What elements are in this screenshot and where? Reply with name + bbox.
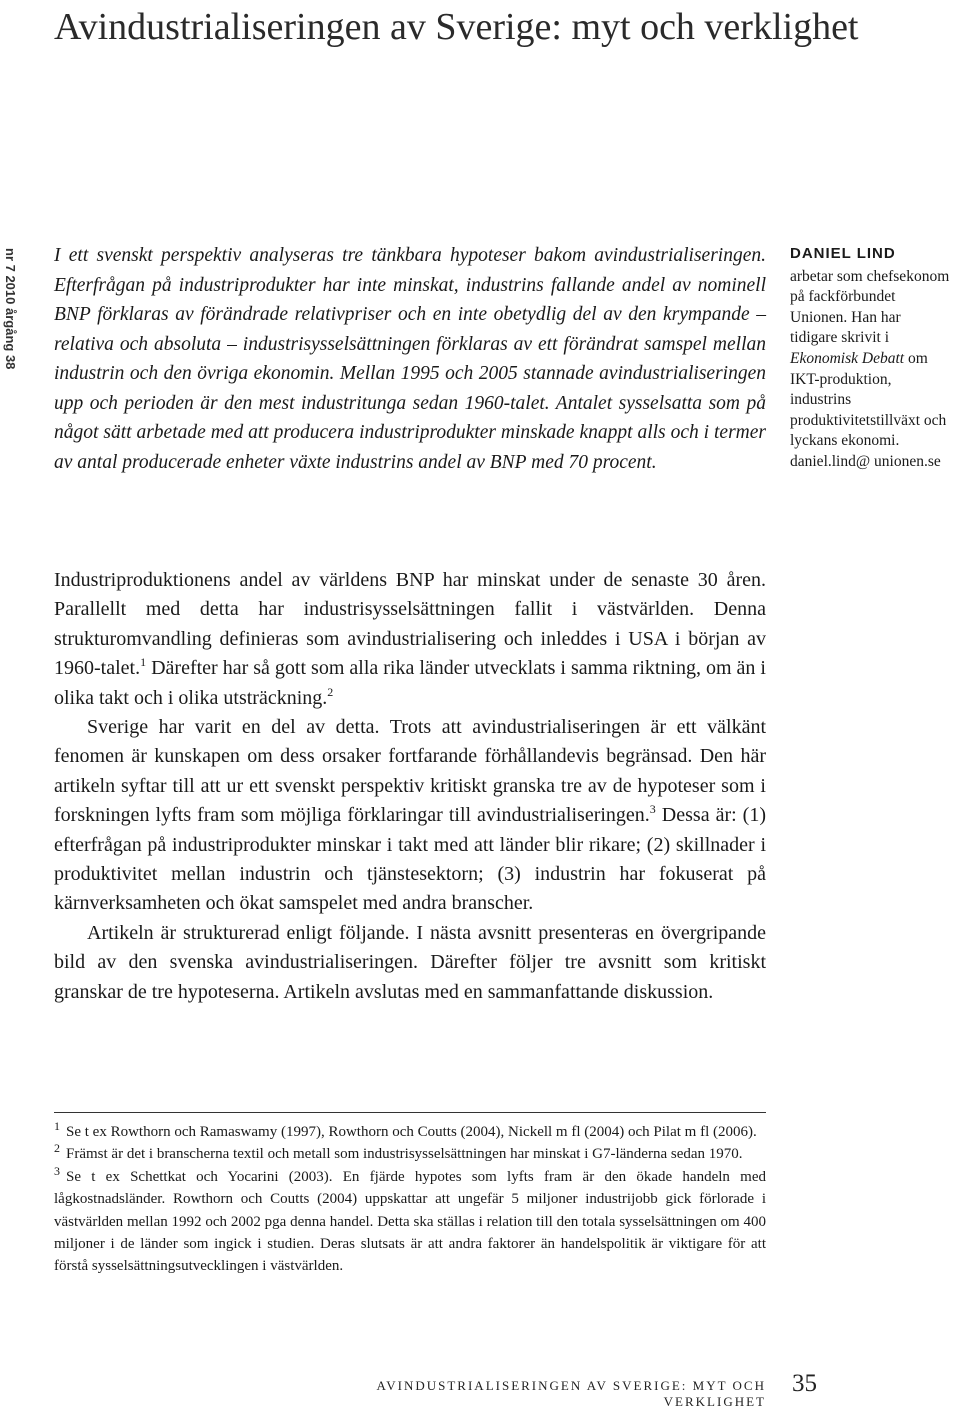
article-title: Avindustrialiseringen av Sverige: myt och verklighet — [54, 6, 859, 48]
page-number: 35 — [792, 1370, 817, 1397]
body-text: Därefter har så gott som alla rika länder utvecklats i samma riktning, om än i olika takt och i olika utsträckning. — [54, 657, 766, 709]
author-bio-part2: om IKT-produktion, industrins produktivitetstillväxt och lyckans ekonomi. — [790, 349, 947, 450]
footnotes — [54, 1121, 766, 1278]
body-paragraph: Artikeln är strukturerad enligt följande. I nästa avsnitt presenteras en övergripande bild av den svenska avindustrialiseringen. Därefter följer tre avsnitt som kritiskt granskar de tre hypoteserna. Artikeln avslutas med en sammanfattande diskussion. — [54, 921, 766, 1003]
footnote — [54, 1143, 766, 1165]
footnote-number: 3 — [54, 1163, 60, 1178]
footnote-number: 1 — [54, 1119, 60, 1133]
author-magazine: Ekonomisk Debatt — [790, 349, 905, 367]
running-head: AVINDUSTRIALISERINGEN AV SVERIGE: MYT OCH VERKLIGHET — [376, 1378, 766, 1409]
footnote-text: Främst är det i branscherna textil och metall som industrisysselsättningen har minskat i G7-länderna sedan 1970. — [66, 1146, 743, 1163]
body-text: Sverige har varit en del av detta. Trots att avindustrialiseringen är ett välkänt fenomen är kunskapen om dess orsaker fortfarande förhållandevis begränsad. Den här artikeln syftar till att ur ett svenskt perspektiv kritiskt granska tre av de hypoteser som i forskningen lyfts fram som möjliga förklaringar till avindustrialiseringen. — [54, 716, 766, 827]
issue-label — [0, 248, 22, 388]
footnote-ref[interactable]: 1 — [140, 655, 147, 670]
author-box — [790, 244, 950, 473]
footnote-ref[interactable]: 3 — [649, 802, 656, 817]
footnote-text: Se t ex Rowthorn och Ramaswamy (1997), Rowthorn och Coutts (2004), Nickell m fl (2004) och Pilat m fl (2006). — [66, 1124, 757, 1140]
issue-label-text: nr 7 2010 årgång 38 — [3, 248, 18, 370]
footnote-ref[interactable]: 2 — [327, 684, 334, 699]
article-body — [54, 566, 766, 1007]
article-ingress: I ett svenskt perspektiv analyseras tre tänkbara hypoteser bakom avindustrialiseringen. Efterfrågan på industriprodukter har inte minskat, industrins fallande andel av nominell BNP förklaras av förändrade relativpriser och en inte obetydlig del av den krympande – relativa och absoluta – industrisysselsättningen förklaras av ett förändrat samspel mellan industrin och den övriga ekonomin. Mellan 1995 och 2005 stannade avindustrialiseringen upp och perioden är den mest industritunga sedan 1960-talet. Antalet sysselsatta som på något sätt arbetade med att producera industriprodukter minskade knappt alls och i termer av antal producerade enheter växte industrins andel av BNP med 70 procent. — [54, 245, 766, 473]
footnote-text: Se t ex Schettkat och Yocarini (2003). En fjärde hypotes som lyfts fram är den ökade handeln med lågkostnadsländer. Rowthorn och Coutts (2004) uppskattar att ungefär 5 miljoner industrijobb gick förlorade i västvärlden mellan 1992 och 2002 pga denna handel. Detta ska ställas i relation till den totala sysselsättningen om 400 miljoner i de länder som ingick i studien. Deras slutsats är att andra faktorer än handelspolitik är viktigare för att förstå sysselsättningsutvecklingen i västvärlden. — [54, 1168, 766, 1275]
footnote-divider — [54, 1112, 766, 1113]
footnote — [54, 1163, 766, 1278]
footnote-number: 2 — [54, 1141, 60, 1156]
body-text: Industriproduktionens andel av världens BNP har minskat under de senaste 30 åren. Parallellt med detta har industrisysselsättningen fallit i västvärlden. Denna strukturomvandling definieras som avindustrialisering och inleddes i USA i början av 1960-talet. — [54, 569, 766, 680]
body-paragraph — [54, 713, 766, 919]
footnote — [54, 1121, 766, 1143]
author-bio-part1: arbetar som chefsekonom på fackförbundet Unionen. Han har tidigare skrivit i — [790, 267, 950, 347]
author-name: DANIEL LIND — [790, 245, 896, 262]
author-email[interactable]: daniel.lind@ unionen.se — [790, 452, 941, 470]
body-paragraph — [54, 566, 766, 713]
body-text: Dessa är: (1) efterfrågan på industriprodukter minskar i takt med att länder blir rikare; (2) skillnader i produktivitet mellan industrin och tjänstesektorn; (3) industrin har fokuserat på kärnverksamheten och ökat samspelet med andra branscher. — [54, 804, 766, 915]
